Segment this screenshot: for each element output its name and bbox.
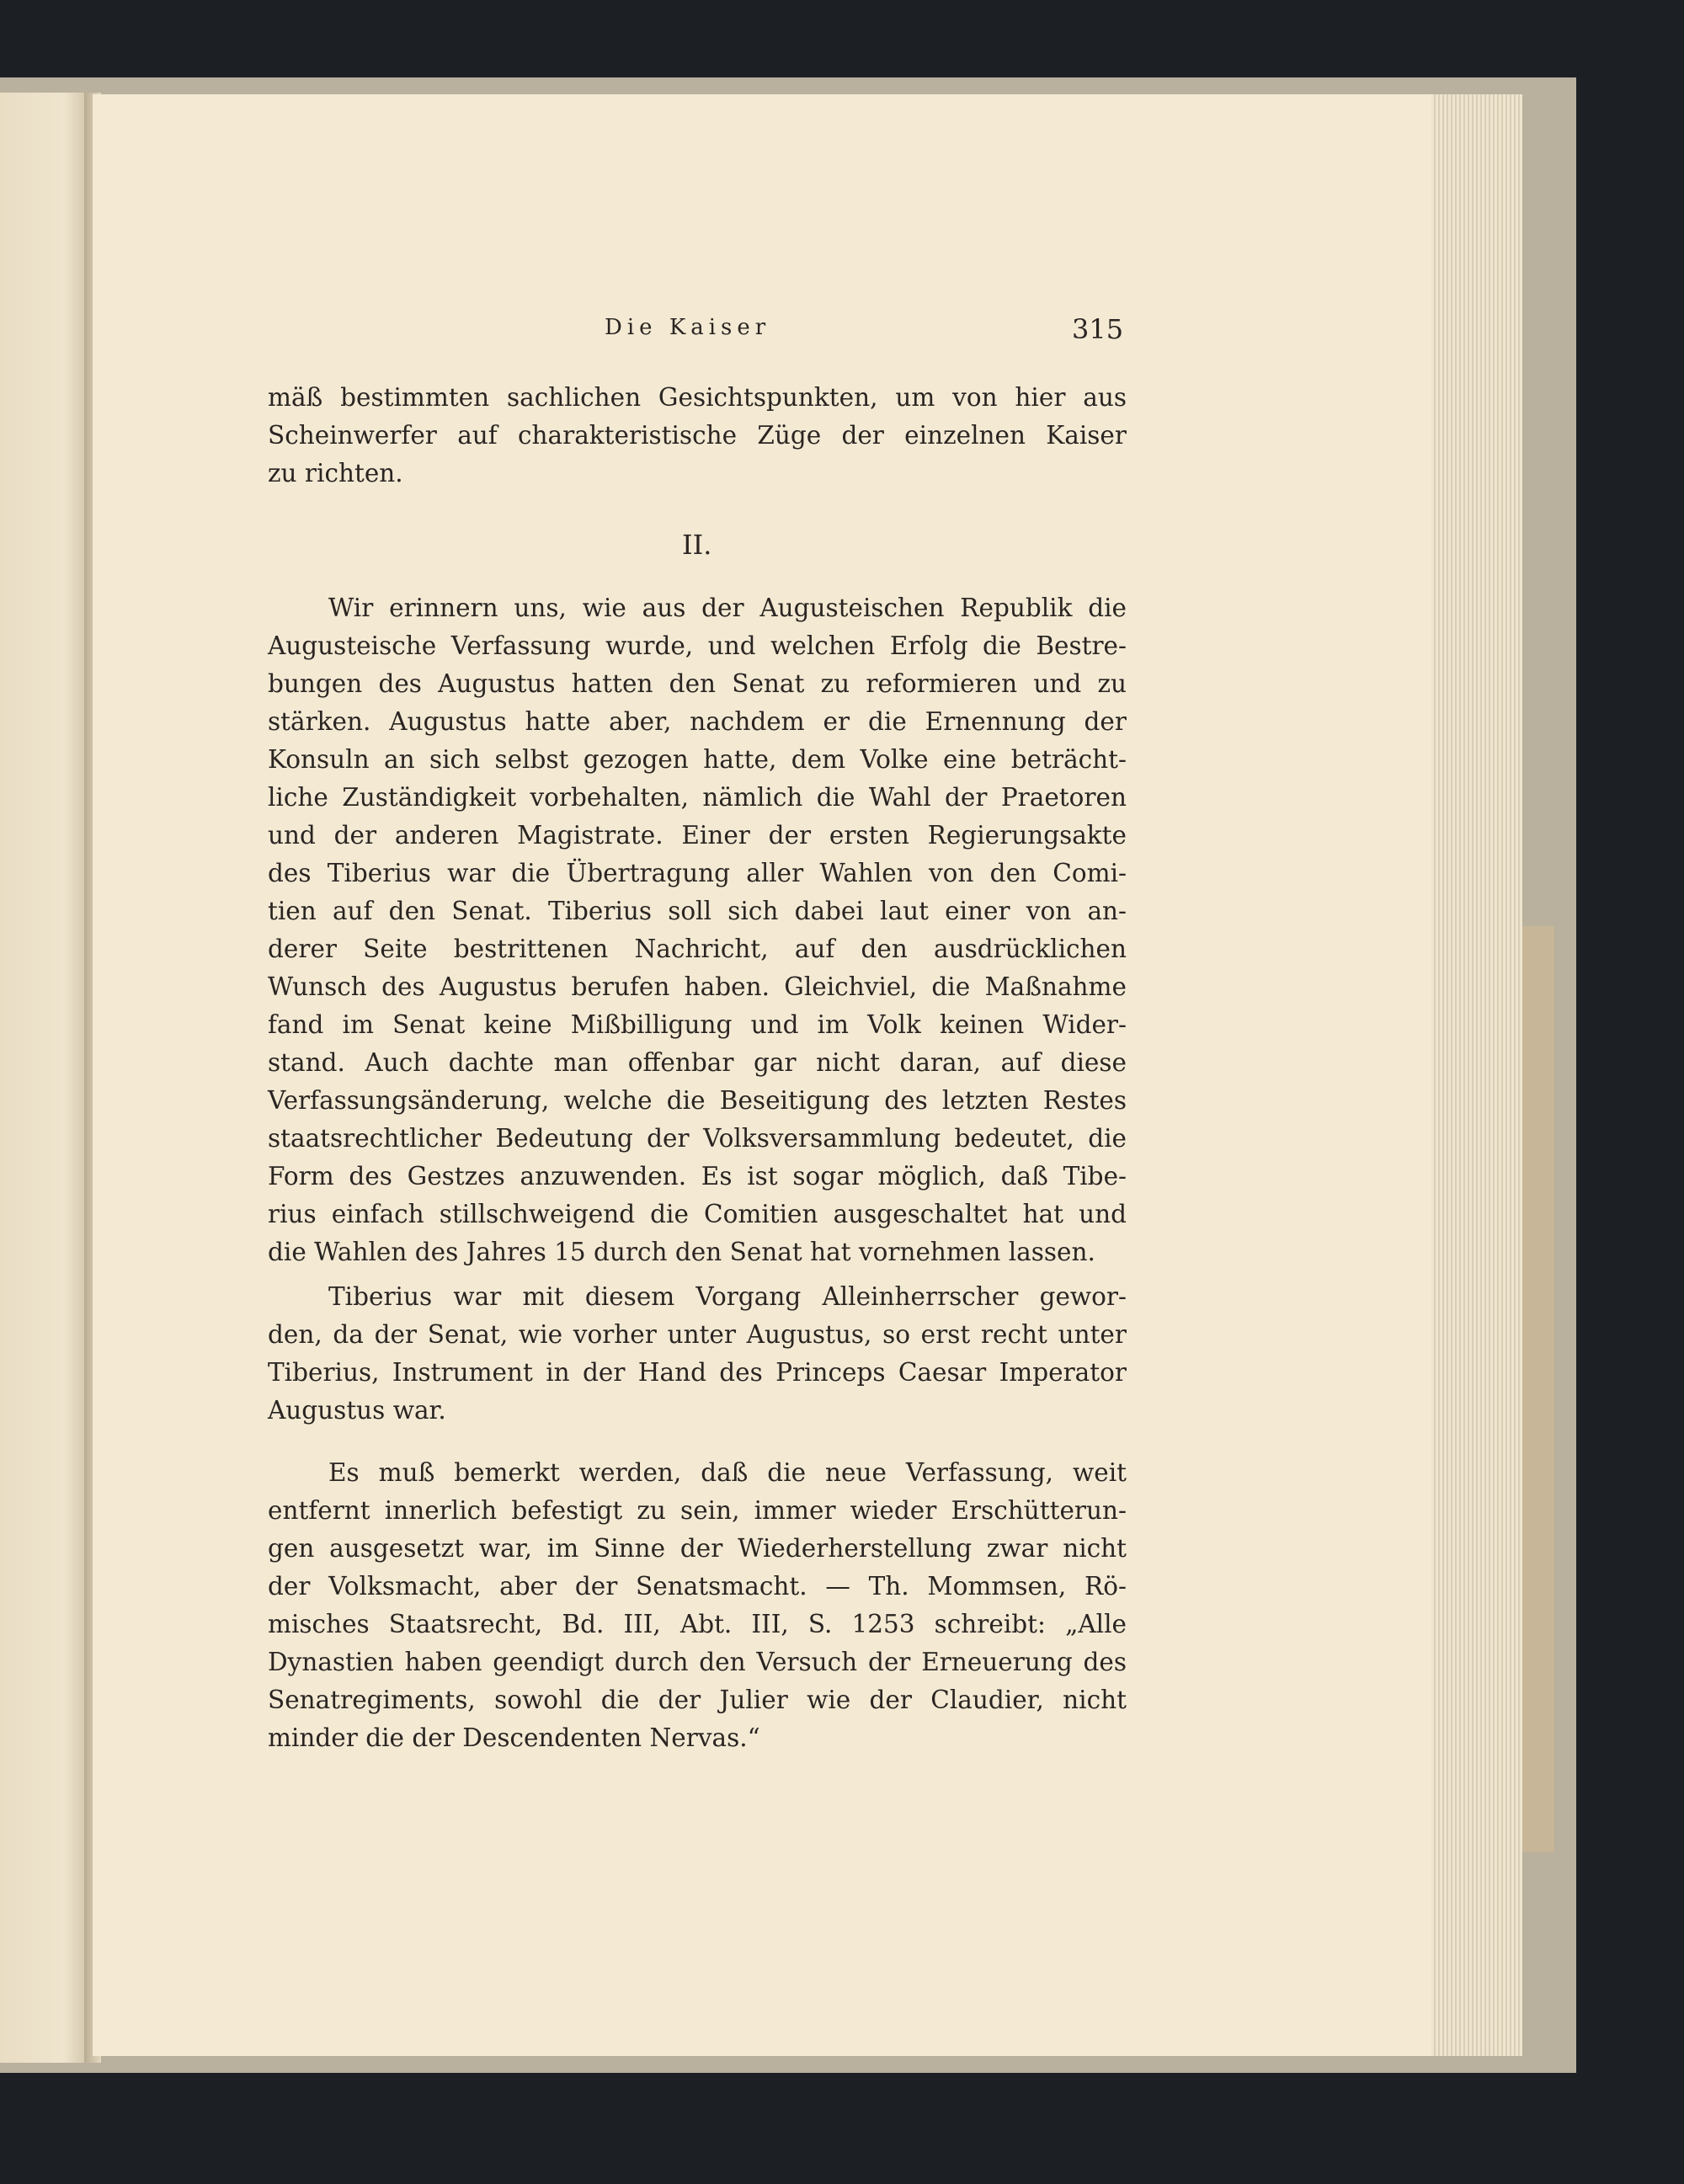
text-line: Tiberius war mit diesem Vorgang Alleinherrscher gewor- [328,1282,1127,1311]
text-line: minder die der Descendenten Nervas.“ [268,1723,760,1752]
text-line: die Wahlen des Jahres 15 durch den Senat hat vornehmen lassen. [268,1238,1095,1266]
text-line: zu richten. [268,459,403,487]
text-line: tien auf den Senat. Tiberius soll sich dabei laut einer von an- [268,897,1127,925]
text-line: Form des Gestzes anzuwenden. Es ist sogar möglich, daß Tibe- [268,1162,1127,1191]
text-line: staatsrechtlicher Bedeutung der Volksversammlung bedeutet, die [268,1124,1127,1153]
text-line: stand. Auch dachte man offenbar gar nicht daran, auf diese [268,1048,1127,1077]
bookmark-ribbon [1522,926,1554,1852]
text-line: den, da der Senat, wie vorher unter Augustus, so erst recht unter [268,1320,1127,1349]
section-heading: II. [682,529,712,561]
text-line: derer Seite bestrittenen Nachricht, auf den ausdrücklichen [268,935,1127,963]
text-line: Augusteische Verfassung wurde, und welchen Erfolg die Bestre- [268,631,1127,660]
text-line: Tiberius, Instrument in der Hand des Princeps Caesar Imperator [268,1358,1127,1387]
page-edges [1431,94,1522,2056]
text-line: Dynastien haben geendigt durch den Versuch der Erneuerung des [268,1648,1127,1676]
text-line: fand im Senat keine Mißbilligung und im Volk keinen Wider- [268,1010,1127,1039]
paragraph-3 [268,1278,1127,1430]
text-line: der Volksmacht, aber der Senatsmacht. — Th. Mommsen, Rö- [268,1572,1127,1601]
text-line: Konsuln an sich selbst gezogen hatte, dem Volke eine beträcht- [268,745,1127,774]
text-line: Wunsch des Augustus berufen haben. Gleichviel, die Maßnahme [268,972,1127,1001]
text-line: misches Staatsrecht, Bd. III, Abt. III, S. 1253 schreibt: „Alle [268,1610,1127,1638]
text-line: Verfassungsänderung, welche die Beseitigung des letzten Restes [268,1086,1127,1115]
text-line: mäß bestimmten sachlichen Gesichtspunkten, um von hier aus [268,383,1127,412]
text-line: Augustus war. [268,1396,446,1425]
text-line: Es muß bemerkt werden, daß die neue Verfassung, weit [328,1458,1127,1487]
left-page-edge [0,93,91,2063]
paragraph-1 [268,379,1127,493]
text-line: liche Zuständigkeit vorbehalten, nämlich die Wahl der Praetoren [268,783,1127,812]
text-line: und der anderen Magistrate. Einer der ersten Regierungsakte [268,821,1127,850]
paragraph-4 [268,1454,1127,1757]
text-line: entfernt innerlich befestigt zu sein, immer wieder Erschütterun- [268,1496,1127,1525]
paragraph-2 [268,589,1127,1271]
page-number: 315 [1072,313,1124,345]
text-line: gen ausgesetzt war, im Sinne der Wiederherstellung zwar nicht [268,1534,1127,1563]
running-title: Die Kaiser [605,315,771,340]
text-line: Scheinwerfer auf charakteristische Züge der einzelnen Kaiser [268,421,1127,450]
text-line: stärken. Augustus hatte aber, nachdem er die Ernennung der [268,707,1127,736]
text-line: Wir erinnern uns, wie aus der Augusteischen Republik die [328,594,1127,622]
text-line: bungen des Augustus hatten den Senat zu reformieren und zu [268,669,1127,698]
text-line: rius einfach stillschweigend die Comitien ausgeschaltet hat und [268,1200,1127,1228]
text-line: Senatregiments, sowohl die der Julier wie der Claudier, nicht [268,1686,1127,1714]
text-line: des Tiberius war die Übertragung aller Wahlen von den Comi- [268,859,1127,887]
